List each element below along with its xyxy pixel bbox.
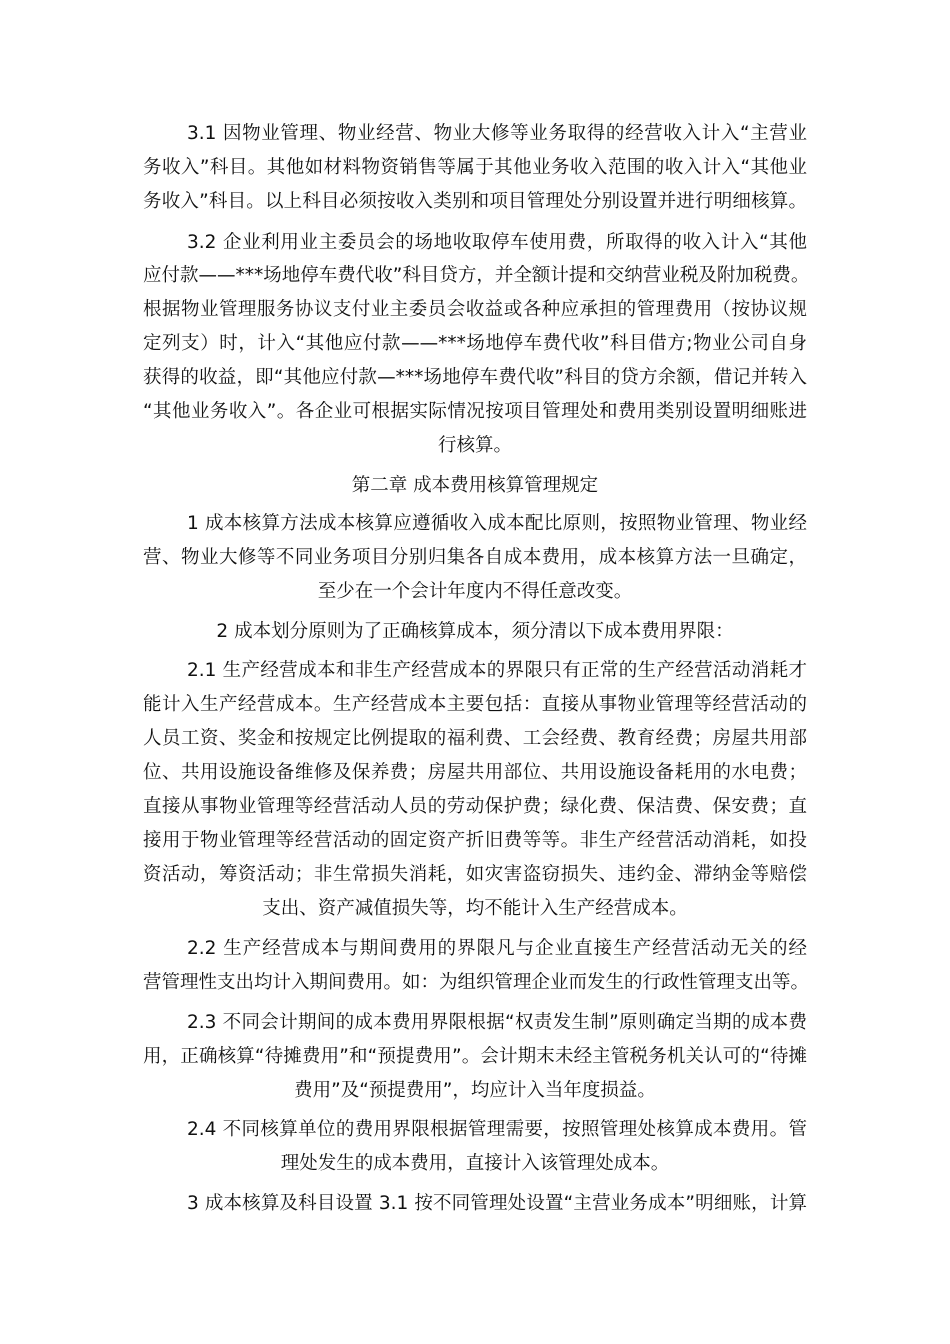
- text-line: 行核算。: [437, 435, 512, 456]
- text-line: 能计入生产经营成本。生产经营成本主要包括：直接从事物业管理等经营活动的: [143, 694, 807, 715]
- text-line: 资活动，筹资活动；非生常损失消耗，如灾害盗窃损失、违约金、滞纳金等赔偿: [143, 864, 807, 885]
- text-line: 直接从事物业管理等经营活动人员的劳动保护费；绿化费、保洁费、保安费；直: [143, 796, 807, 817]
- text-line: 务收入”科目。以上科目必须按收入类别和项目管理处分别设置并进行明细核算。: [143, 191, 807, 212]
- text-line: 务收入”科目。其他如材料物资销售等属于其他业务收入范围的收入计入“其他业: [143, 157, 807, 178]
- text-line: 定列支）时，计入“其他应付款——***场地停车费代收”科目借方;物业公司自身: [143, 333, 807, 354]
- text-line: 1 成本核算方法成本核算应遵循收入成本配比原则，按照物业管理、物业经: [187, 513, 807, 534]
- text-line: 费用”及“预提费用”，均应计入当年度损益。: [294, 1080, 656, 1101]
- text-line: 营管理性支出均计入期间费用。如：为组织管理企业而发生的行政性管理支出等。: [143, 972, 810, 993]
- chapter-heading: 第二章 成本费用核算管理规定: [351, 475, 599, 496]
- text-line: 用，正确核算“待摊费用”和“预提费用”。会计期末未经主管税务机关认可的“待摊: [143, 1046, 807, 1067]
- text-line: 接用于物业管理等经营活动的固定资产折旧费等等。非生产经营活动消耗，如投: [143, 830, 807, 851]
- text-line: 人员工资、奖金和按规定比例提取的福利费、工会经费、教育经费；房屋共用部: [143, 728, 807, 749]
- text-line: 营、物业大修等不同业务项目分别归集各自成本费用，成本核算方法一旦确定，: [143, 547, 807, 568]
- text-line: 获得的收益，即“其他应付款—***场地停车费代收”科目的贷方余额，借记并转入: [143, 367, 807, 388]
- text-line: 支出、资产减值损失等，均不能计入生产经营成本。: [262, 898, 688, 919]
- text-line: 应付款——***场地停车费代收”科目贷方，并全额计提和交纳营业税及附加税费。: [143, 265, 810, 286]
- text-line: 位、共用设施设备维修及保养费；房屋共用部位、共用设施设备耗用的水电费；: [143, 762, 807, 783]
- text-line: 2 成本划分原则为了正确核算成本，须分清以下成本费用界限：: [216, 621, 734, 642]
- text-line: 2.3 不同会计期间的成本费用界限根据“权责发生制”原则确定当期的成本费: [187, 1012, 807, 1033]
- text-line: 3.2 企业利用业主委员会的场地收取停车使用费，所取得的收入计入“其他: [187, 232, 807, 253]
- text-line: 3 成本核算及科目设置 3.1 按不同管理处设置“主营业务成本”明细账，计算: [187, 1193, 807, 1214]
- text-line: 至少在一个会计年度内不得任意改变。: [317, 581, 633, 602]
- text-line: 2.2 生产经营成本与期间费用的界限凡与企业直接生产经营活动无关的经: [187, 938, 807, 959]
- text-line: 理处发生的成本费用，直接计入该管理处成本。: [280, 1153, 670, 1174]
- text-line: 2.4 不同核算单位的费用界限根据管理需要，按照管理处核算成本费用。管: [187, 1119, 807, 1140]
- text-line: 根据物业管理服务协议支付业主委员会收益或各种应承担的管理费用（按协议规: [143, 299, 807, 320]
- text-line: “其他业务收入”。各企业可根据实际情况按项目管理处和费用类别设置明细账进: [143, 401, 807, 422]
- text-line: 3.1 因物业管理、物业经营、物业大修等业务取得的经营收入计入“主营业: [187, 123, 807, 144]
- text-line: 2.1 生产经营成本和非生产经营成本的界限只有正常的生产经营活动消耗才: [187, 660, 807, 681]
